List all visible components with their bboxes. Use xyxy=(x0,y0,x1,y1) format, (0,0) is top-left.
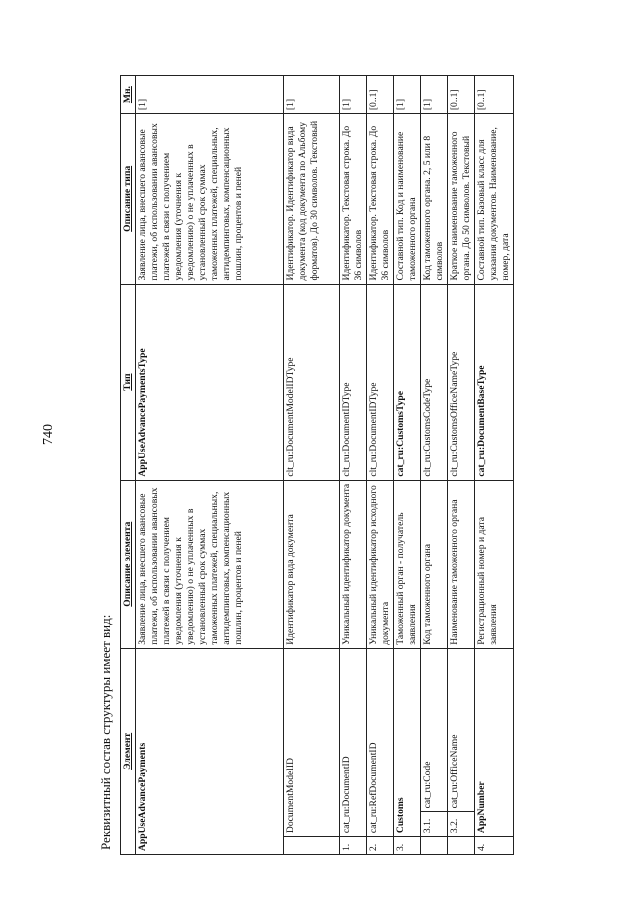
cell-mult: [0..1] xyxy=(367,76,394,114)
cell-subnum: 3.2. xyxy=(448,812,475,837)
cell-type: clt_ru:CustomsCodeType xyxy=(421,284,448,480)
cell-type-desc: Код таможенного органа. 2, 5 или 8 символов xyxy=(421,114,448,284)
table-row xyxy=(367,76,394,855)
cell-element-desc: Код таможенного органа xyxy=(421,480,448,648)
structure-table xyxy=(120,75,514,855)
cell-element: cat_ru:DocumentID xyxy=(340,648,367,836)
cell-element: cat_ru:OfficeName xyxy=(448,648,475,812)
header-type-desc: Описание типа xyxy=(121,114,136,284)
cell-mult: [1] xyxy=(421,76,448,114)
cell-type: AppUseAdvancePaymentsType xyxy=(136,284,284,480)
header-element-desc: Описание элемента xyxy=(121,480,136,648)
cell-element: AppUseAdvancePayments xyxy=(136,648,284,854)
cell-subnum: 3.1. xyxy=(421,812,448,837)
cell-element: cat_ru:RefDocumentID xyxy=(367,648,394,836)
cell-element-desc: Регистрационный номер и дата заявления xyxy=(475,480,514,648)
cell-type-desc: Идентификатор. Текстовая строка. До 36 символов xyxy=(340,114,367,284)
cell-element: AppNumber xyxy=(475,648,514,836)
cell-type: clt_ru:DocumentModelIDType xyxy=(284,284,340,480)
page-number: 740 xyxy=(41,424,56,445)
cell-type: clt_ru:CustomsOfficeNameType xyxy=(448,284,475,480)
cell-mult: [1] xyxy=(136,76,284,114)
cell-type-desc: Заявление лица, внесшего авансовые платежи, об использовании авансовых платежей в связи с получением уведомления (уточнения к уведомлению) о не уплаченных в установленный срок суммах таможенных платежей, специальных, антидемпинговых, компенсационных пошлин, процентов и пеней xyxy=(136,114,284,284)
cell-element-desc: Наименование таможенного органа xyxy=(448,480,475,648)
cell-element-desc: Заявление лица, внесшего авансовые платежи, об использовании авансовых платежей в связи с получением уведомления (уточнения к уведомлению) о не уплаченных в установленный срок суммах таможенных платежей, специальных, антидемпинговых, компенсационных пошлин, процентов и пеней xyxy=(136,480,284,648)
cell-element-desc: Таможенный орган - получатель заявления xyxy=(394,480,421,648)
cell-num: 2. xyxy=(367,837,394,855)
cell-num: 1. xyxy=(340,837,367,855)
cell-element-desc: Уникальный идентификатор документа xyxy=(340,480,367,648)
table-row xyxy=(394,76,421,855)
table-header-row xyxy=(121,76,136,855)
cell-num xyxy=(421,837,448,855)
cell-type: clt_ru:DocumentIDType xyxy=(340,284,367,480)
cell-type: clt_ru:DocumentIDType xyxy=(367,284,394,480)
header-mult: Мн. xyxy=(121,76,136,114)
cell-type: cat_ru:CustomsType xyxy=(394,284,421,480)
cell-type: cat_ru:DocumentBaseType xyxy=(475,284,514,480)
cell-type-desc: Составной тип. Базовый класс для указания документов. Наименование, номер, дата xyxy=(475,114,514,284)
cell-element: cat_ru:Code xyxy=(421,648,448,812)
cell-element: Customs xyxy=(394,648,421,836)
cell-num xyxy=(284,837,340,855)
structure-table-container xyxy=(120,75,540,855)
cell-mult: [0..1] xyxy=(475,76,514,114)
cell-element: DocumentModelID xyxy=(284,648,340,836)
table-row xyxy=(475,76,514,855)
table-row xyxy=(421,76,448,855)
cell-mult: [1] xyxy=(394,76,421,114)
intro-text: Реквизитный состав структуры имеет вид: xyxy=(98,614,113,850)
cell-num: 3. xyxy=(394,837,421,855)
cell-num xyxy=(448,837,475,855)
cell-element-desc: Идентификатор вида документа xyxy=(284,480,340,648)
cell-type-desc: Краткое наименование таможенного органа. До 50 символов. Текстовый xyxy=(448,114,475,284)
table-row xyxy=(448,76,475,855)
cell-mult: [1] xyxy=(284,76,340,114)
cell-type-desc: Идентификатор. Идентификатор вида документа (код документа по Альбому форматов). До 30 символов. Текстовый xyxy=(284,114,340,284)
cell-element-desc: Уникальный идентификатор исходного документа xyxy=(367,480,394,648)
cell-num: 4. xyxy=(475,837,514,855)
header-element: Элемент xyxy=(121,648,136,854)
cell-mult: [0..1] xyxy=(448,76,475,114)
header-type: Тип xyxy=(121,284,136,480)
cell-type-desc: Идентификатор. Текстовая строка. До 36 символов xyxy=(367,114,394,284)
cell-type-desc: Составной тип. Код и наименование таможенного органа xyxy=(394,114,421,284)
table-row xyxy=(284,76,340,855)
table-row xyxy=(136,76,284,855)
table-row xyxy=(340,76,367,855)
cell-mult: [1] xyxy=(340,76,367,114)
